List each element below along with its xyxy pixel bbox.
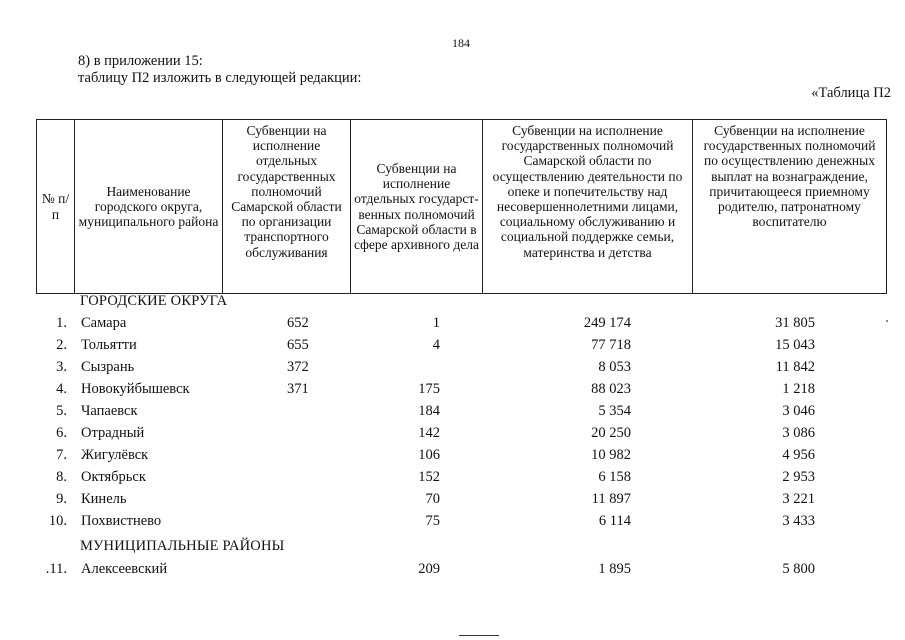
intro-line-2: таблицу П2 изложить в следующей редакции:: [78, 70, 362, 86]
row-payments-value: 3 086: [782, 425, 815, 441]
row-name: Жигулёвск: [81, 447, 149, 463]
row-payments-value: 15 043: [775, 337, 815, 353]
header-archive: Субвенции на исполнение отдельных государст-венных полномочий Самарской области в сфере архивного дела: [351, 120, 483, 294]
row-number: 7.: [56, 447, 67, 463]
row-payments-value: 11 842: [775, 359, 815, 375]
footer-divider: [459, 635, 499, 636]
table-row: [0, 425, 905, 447]
row-guardianship-value: 11 897: [591, 491, 631, 507]
table-row: [0, 561, 905, 583]
subvention-table-header: [36, 119, 887, 294]
row-name: Сызрань: [81, 359, 135, 375]
header-transport: Субвенции на исполнение отдельных государственных полномочий Самарской области по организации транспортного обслуживания: [223, 120, 351, 294]
row-name: Чапаевск: [81, 403, 138, 419]
row-name: Самара: [81, 315, 127, 331]
row-guardianship-value: 10 982: [591, 447, 631, 463]
row-archive-value: 152: [418, 469, 440, 485]
row-number: 8.: [56, 469, 67, 485]
table-row: [0, 381, 905, 403]
row-number: 4.: [56, 381, 67, 397]
row-transport-value: 652: [287, 315, 309, 331]
table-row: [0, 337, 905, 359]
row-guardianship-value: 6 158: [598, 469, 631, 485]
row-payments-value: 4 956: [782, 447, 815, 463]
row-name: Тольятти: [81, 337, 137, 353]
row-archive-value: 1: [432, 315, 440, 331]
row-transport-value: 372: [287, 359, 309, 375]
row-guardianship-value: 8 053: [598, 359, 631, 375]
table-row: [0, 359, 905, 381]
row-archive-value: 175: [418, 381, 440, 397]
row-number: 10.: [48, 513, 67, 529]
row-payments-value: 5 800: [782, 561, 815, 577]
row-guardianship-value: 20 250: [591, 425, 631, 441]
row-name: Новокуйбышевск: [81, 381, 190, 397]
row-number: .11.: [45, 561, 67, 577]
row-payments-value: 31 805: [775, 315, 815, 331]
row-number: 6.: [56, 425, 67, 441]
header-payments: Субвенции на исполнение государственных полномочий по осуществлению денежных выплат на вознаграждение, причитающееся приемному родителю, патронатному воспитателю: [693, 120, 887, 294]
row-transport-value: 655: [287, 337, 309, 353]
section-municipal-districts: МУНИЦИПАЛЬНЫЕ РАЙОНЫ: [80, 538, 285, 554]
row-number: 1.: [56, 315, 67, 331]
row-name: Октябрьск: [81, 469, 146, 485]
row-name: Похвистнево: [81, 513, 162, 529]
header-name: Наименование городского округа, муниципального района: [75, 120, 223, 294]
scan-mark: [886, 320, 888, 322]
row-payments-value: 2 953: [782, 469, 815, 485]
section-urban-districts: ГОРОДСКИЕ ОКРУГА: [80, 293, 228, 309]
row-guardianship-value: 5 354: [598, 403, 631, 419]
header-guardianship: Субвенции на исполнение государственных полномочий Самарской области по осуществлению деятельности по опеке и попечительству над несовершеннолетними лицами, социальному обслуживанию и социальной поддержке семьи, материнства и детства: [483, 120, 693, 294]
row-archive-value: 142: [418, 425, 440, 441]
table-row: [0, 315, 905, 337]
header-num: № п/п: [37, 120, 75, 294]
row-transport-value: 371: [287, 381, 309, 397]
row-guardianship-value: 77 718: [591, 337, 631, 353]
row-payments-value: 1 218: [782, 381, 815, 397]
row-archive-value: 209: [418, 561, 440, 577]
table-caption: «Таблица П2: [811, 85, 891, 101]
row-archive-value: 4: [432, 337, 440, 353]
row-number: 5.: [56, 403, 67, 419]
intro-line-1: 8) в приложении 15:: [78, 53, 203, 69]
row-number: 2.: [56, 337, 67, 353]
row-guardianship-value: 6 114: [598, 513, 631, 529]
row-name: Отрадный: [81, 425, 145, 441]
table-row: [0, 403, 905, 425]
table-row: [0, 469, 905, 491]
row-payments-value: 3 433: [782, 513, 815, 529]
row-payments-value: 3 046: [782, 403, 815, 419]
row-guardianship-value: 88 023: [591, 381, 631, 397]
row-name: Кинель: [81, 491, 127, 507]
row-number: 3.: [56, 359, 67, 375]
table-row: [0, 447, 905, 469]
table-row: [0, 491, 905, 513]
row-guardianship-value: 1 895: [598, 561, 631, 577]
row-payments-value: 3 221: [782, 491, 815, 507]
row-number: 9.: [56, 491, 67, 507]
row-archive-value: 75: [425, 513, 440, 529]
row-name: Алексеевский: [81, 561, 168, 577]
row-archive-value: 70: [425, 491, 440, 507]
row-archive-value: 184: [418, 403, 440, 419]
table-row: [0, 513, 905, 535]
row-archive-value: 106: [418, 447, 440, 463]
page-number: 184: [452, 36, 470, 50]
row-guardianship-value: 249 174: [583, 315, 631, 331]
